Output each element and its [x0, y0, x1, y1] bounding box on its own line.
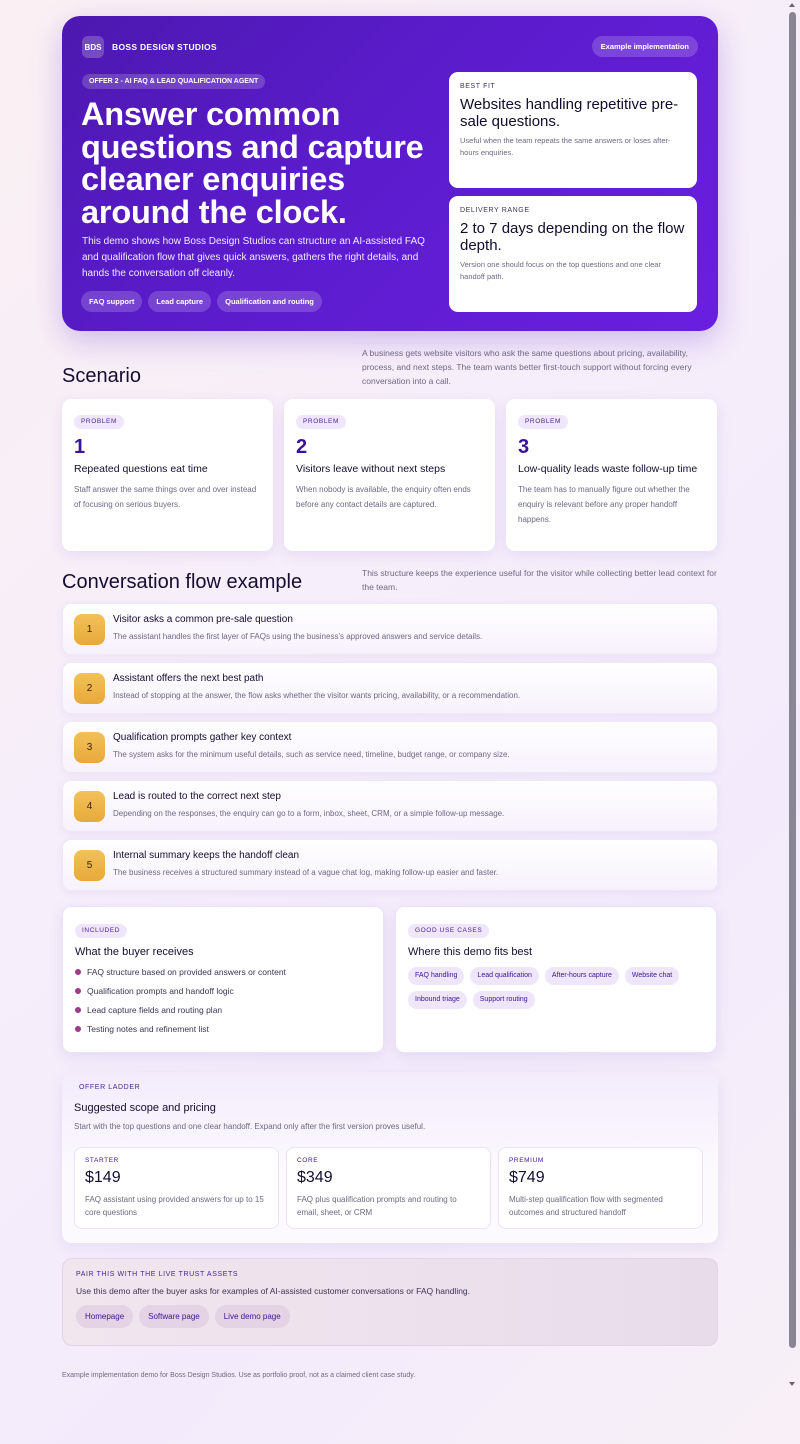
hero-chips	[81, 291, 322, 312]
scroll-up-icon[interactable]	[789, 3, 795, 7]
delivery-range-card	[449, 196, 697, 312]
list-item: Lead capture fields and routing plan	[75, 1004, 371, 1023]
use-case-chip: Website chat	[625, 967, 679, 985]
included-title: What the buyer receives	[75, 945, 194, 958]
chip-lead-capture: Lead capture	[148, 291, 211, 312]
brand[interactable]	[82, 36, 217, 58]
tier-price: $149	[85, 1169, 121, 1186]
live-demo-page-link[interactable]: Live demo page	[215, 1305, 290, 1328]
use-case-chips	[408, 967, 708, 1009]
included-panel	[62, 906, 384, 1053]
pricing-tiers	[74, 1147, 703, 1229]
problem-title: Low-quality leads waste follow-up time	[518, 462, 698, 475]
use-case-chip: FAQ handling	[408, 967, 464, 985]
tier-premium	[498, 1147, 703, 1229]
included-tag: INCLUDED	[75, 924, 127, 938]
problem-card	[284, 399, 495, 551]
ladder-kicker: OFFER LADDER	[79, 1084, 141, 1091]
step-title: Assistant offers the next best path	[113, 673, 264, 684]
use-cases-panel	[395, 906, 717, 1053]
scrollbar-thumb[interactable]	[789, 12, 796, 1348]
ladder-subtitle: Start with the top questions and one clear handoff. Expand only after the first version proves useful.	[74, 1122, 426, 1131]
problem-card	[62, 399, 273, 551]
flow-step	[62, 603, 718, 655]
pair-links	[76, 1305, 704, 1328]
problem-title: Repeated questions eat time	[74, 462, 208, 475]
step-title: Visitor asks a common pre-sale question	[113, 614, 293, 625]
tier-text: FAQ plus qualification prompts and routing to email, sheet, or CRM	[297, 1195, 457, 1217]
tier-name: CORE	[297, 1157, 319, 1164]
card-text: Version one should focus on the top questions and one clear handoff path.	[460, 260, 661, 281]
flow-step	[62, 839, 718, 891]
step-number: 4	[74, 791, 105, 822]
step-title: Lead is routed to the correct next step	[113, 791, 281, 802]
card-kicker: BEST FIT	[460, 83, 496, 90]
problem-card	[506, 399, 717, 551]
chip-qualification-routing: Qualification and routing	[217, 291, 322, 312]
card-kicker: DELIVERY RANGE	[460, 207, 530, 214]
problem-text: Staff answer the same things over and over instead of focusing on serious buyers.	[74, 484, 257, 509]
step-number: 2	[74, 673, 105, 704]
use-cases-title: Where this demo fits best	[408, 945, 533, 958]
step-text: The business receives a structured summary instead of a vague chat log, making follow-up easier and faster.	[113, 868, 499, 877]
homepage-link[interactable]: Homepage	[76, 1305, 133, 1328]
flow-step	[62, 780, 718, 832]
step-text: The system asks for the minimum useful details, such as service need, timeline, budget range, or company size.	[113, 750, 510, 759]
page	[62, 16, 718, 1379]
tier-starter	[74, 1147, 279, 1229]
problem-tag: PROBLEM	[518, 415, 568, 429]
problem-title: Visitors leave without next steps	[296, 462, 446, 475]
problem-number: 1	[74, 435, 86, 458]
problem-cards	[62, 399, 718, 551]
offer-ladder	[62, 1072, 718, 1243]
tier-text: FAQ assistant using provided answers for up to 15 core questions	[85, 1195, 264, 1217]
step-text: The assistant handles the first layer of FAQs using the business's approved answers and service details.	[113, 632, 483, 641]
flow-title: Conversation flow example	[62, 571, 303, 593]
scroll-down-icon[interactable]	[789, 1382, 795, 1386]
example-implementation-pill: Example implementation	[592, 36, 698, 57]
card-title: Websites handling repetitive pre-sale questions.	[460, 96, 679, 130]
use-case-chip: After-hours capture	[545, 967, 619, 985]
hero-title: Answer common questions and capture cleaner enquiries around the clock.	[81, 96, 424, 230]
pair-assets-panel	[62, 1258, 718, 1346]
ladder-title: Suggested scope and pricing	[74, 1102, 216, 1114]
software-page-link[interactable]: Software page	[139, 1305, 209, 1328]
step-title: Internal summary keeps the handoff clean	[113, 850, 300, 861]
list-item: Qualification prompts and handoff logic	[75, 985, 371, 1004]
included-list	[75, 966, 371, 1043]
problem-text: The team has to manually figure out whether the enquiry is relevant before any proper handoff happens.	[518, 484, 690, 524]
card-title: 2 to 7 days depending on the flow depth.	[460, 220, 685, 254]
step-title: Qualification prompts gather key context	[113, 732, 292, 743]
use-case-chip: Inbound triage	[408, 991, 467, 1009]
tier-text: Multi-step qualification flow with segmented outcomes and structured handoff	[509, 1195, 663, 1217]
step-text: Depending on the responses, the enquiry can go to a form, inbox, sheet, CRM, or a simple follow-up message.	[113, 809, 505, 818]
best-fit-card	[449, 72, 697, 188]
use-case-chip: Lead qualification	[470, 967, 539, 985]
tier-name: PREMIUM	[509, 1157, 544, 1164]
problem-number: 3	[518, 435, 530, 458]
footer-note: Example implementation demo for Boss Design Studios. Use as portfolio proof, not as a claimed client case study.	[62, 1372, 416, 1379]
step-number: 1	[74, 614, 105, 645]
flow-aside: This structure keeps the experience useful for the visitor while collecting better lead context for the team.	[362, 568, 717, 592]
step-number: 5	[74, 850, 105, 881]
pair-text: Use this demo after the buyer asks for examples of AI-assisted customer conversations or FAQ handling.	[76, 1286, 471, 1296]
card-text: Useful when the team repeats the same answers or loses after-hours enquiries.	[460, 136, 671, 157]
tier-name: STARTER	[85, 1157, 119, 1164]
scenario-title: Scenario	[62, 365, 141, 387]
flow-step	[62, 662, 718, 714]
tier-core	[286, 1147, 491, 1229]
problem-text: When nobody is available, the enquiry often ends before any contact details are captured.	[296, 484, 471, 509]
brand-name: BOSS DESIGN STUDIOS	[112, 42, 217, 52]
list-item: Testing notes and refinement list	[75, 1023, 371, 1042]
problem-tag: PROBLEM	[296, 415, 346, 429]
offer-tag: OFFER 2 - AI FAQ & LEAD QUALIFICATION AGENT	[82, 74, 265, 89]
list-item: FAQ structure based on provided answers or content	[75, 966, 371, 985]
flow-step	[62, 721, 718, 773]
chip-faq-support: FAQ support	[81, 291, 142, 312]
brand-logo: BDS	[82, 36, 104, 58]
tier-price: $749	[509, 1169, 545, 1186]
scrollbar[interactable]	[785, 0, 800, 1390]
hero-description: This demo shows how Boss Design Studios can structure an AI-assisted FAQ and qualification flow that gives quick answers, gathers the right details, and hands the conversation off cleanly.	[82, 236, 425, 279]
pair-kicker: PAIR THIS WITH THE LIVE TRUST ASSETS	[76, 1271, 239, 1278]
use-cases-tag: GOOD USE CASES	[408, 924, 489, 938]
problem-number: 2	[296, 435, 308, 458]
hero	[62, 16, 718, 331]
problem-tag: PROBLEM	[74, 415, 124, 429]
tier-price: $349	[297, 1169, 333, 1186]
step-text: Instead of stopping at the answer, the flow asks whether the visitor wants pricing, availability, or a recommendation.	[113, 691, 521, 700]
scenario-aside: A business gets website visitors who ask the same questions about pricing, availability, process, and next steps. The team wants better first-touch support without forcing every conversation into a call.	[362, 348, 692, 386]
step-number: 3	[74, 732, 105, 763]
use-case-chip: Support routing	[473, 991, 535, 1009]
